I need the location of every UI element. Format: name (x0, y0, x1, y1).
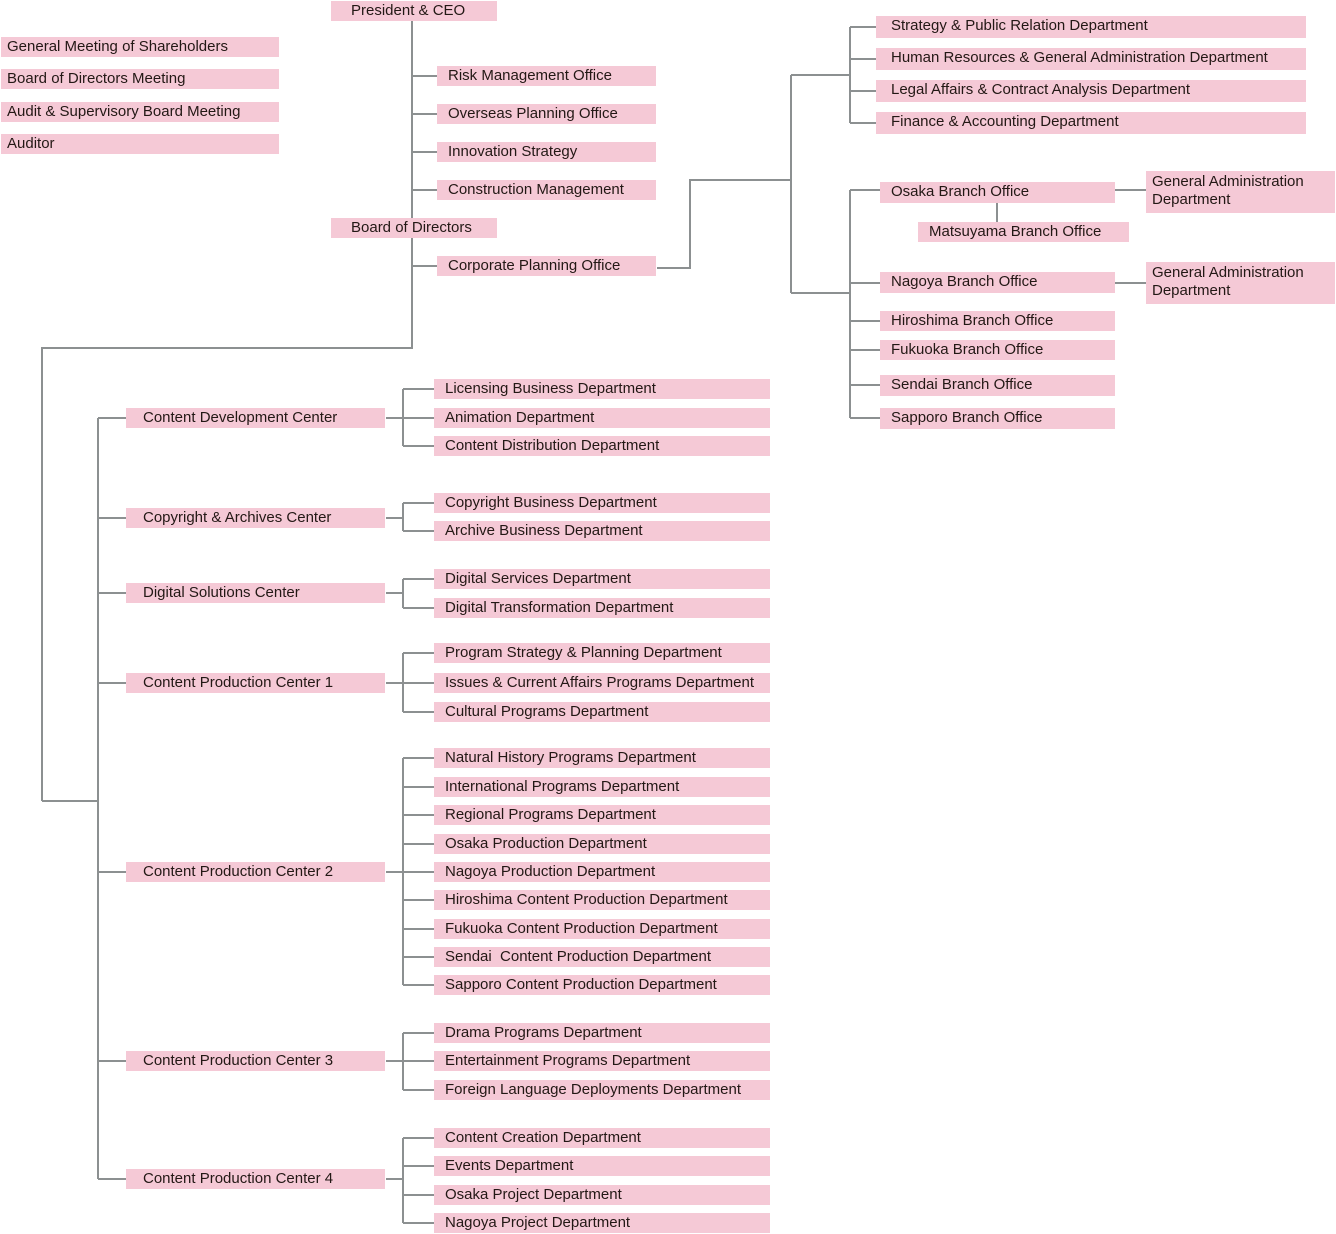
dept-digital-services: Digital Services Department (434, 569, 770, 589)
connector-center-3 (386, 579, 434, 608)
office-innovation-strategy: Innovation Strategy (437, 142, 656, 162)
connector-center-2 (386, 503, 434, 531)
dept-natural-history: Natural History Programs Department (434, 748, 770, 768)
audit-board-box: Audit & Supervisory Board Meeting (1, 102, 279, 122)
branch-sapporo: Sapporo Branch Office (880, 408, 1115, 429)
dept-fukuoka-content: Fukuoka Content Production Department (434, 919, 770, 939)
dept-nagoya-project: Nagoya Project Department (434, 1213, 770, 1233)
board-meeting-box: Board of Directors Meeting (1, 69, 279, 89)
connector-center-5 (386, 758, 434, 985)
connector-corporate-planning (657, 75, 791, 293)
dept-digital-transformation: Digital Transformation Department (434, 598, 770, 618)
dept-nagoya-production: Nagoya Production Department (434, 862, 770, 882)
center-production-3: Content Production Center 3 (126, 1051, 385, 1071)
center-content-development: Content Development Center (126, 408, 385, 428)
dept-archive-business: Archive Business Department (434, 521, 770, 541)
branch-osaka: Osaka Branch Office (880, 182, 1115, 203)
connector-branches (791, 190, 880, 418)
dept-events: Events Department (434, 1156, 770, 1176)
connector-center-7 (386, 1138, 434, 1223)
dept-entertainment: Entertainment Programs Department (434, 1051, 770, 1071)
branch-osaka-admin: General Administration Department (1146, 171, 1335, 213)
branch-nagoya: Nagoya Branch Office (880, 272, 1115, 293)
connector-center-4 (386, 653, 434, 712)
office-corporate-planning: Corporate Planning Office (437, 256, 656, 276)
dept-international: International Programs Department (434, 777, 770, 797)
connector-centers-spine (42, 418, 126, 1179)
dept-sapporo-content: Sapporo Content Production Department (434, 975, 770, 995)
branch-fukuoka: Fukuoka Branch Office (880, 340, 1115, 360)
shareholders-box: General Meeting of Shareholders (1, 37, 279, 57)
dept-strategy-pr: Strategy & Public Relation Department (876, 16, 1306, 38)
dept-finance: Finance & Accounting Department (876, 112, 1306, 134)
dept-drama: Drama Programs Department (434, 1023, 770, 1043)
dept-content-creation: Content Creation Department (434, 1128, 770, 1148)
dept-osaka-production: Osaka Production Department (434, 834, 770, 854)
dept-hiroshima-content: Hiroshima Content Production Department (434, 890, 770, 910)
connector-center-1 (386, 389, 434, 446)
dept-sendai-content: Sendai Content Production Department (434, 947, 770, 967)
dept-issues-current-affairs: Issues & Current Affairs Programs Department (434, 673, 770, 693)
branch-hiroshima: Hiroshima Branch Office (880, 311, 1115, 331)
center-copyright-archives: Copyright & Archives Center (126, 508, 385, 528)
center-production-2: Content Production Center 2 (126, 862, 385, 882)
dept-osaka-project: Osaka Project Department (434, 1185, 770, 1205)
branch-sendai: Sendai Branch Office (880, 375, 1115, 396)
connector-center-6 (386, 1033, 434, 1090)
center-digital-solutions: Digital Solutions Center (126, 583, 385, 603)
dept-animation: Animation Department (434, 408, 770, 428)
center-production-1: Content Production Center 1 (126, 673, 385, 693)
ceo-box: President & CEO (331, 1, 497, 21)
dept-program-strategy: Program Strategy & Planning Department (434, 643, 770, 663)
office-construction-management: Construction Management (437, 180, 656, 200)
office-overseas-planning: Overseas Planning Office (437, 104, 656, 124)
branch-nagoya-admin: General Administration Department (1146, 262, 1335, 304)
dept-foreign-language: Foreign Language Deployments Department (434, 1080, 770, 1100)
dept-content-distribution: Content Distribution Department (434, 436, 770, 456)
board-box: Board of Directors (331, 218, 497, 238)
branch-matsuyama: Matsuyama Branch Office (918, 222, 1129, 242)
dept-copyright-business: Copyright Business Department (434, 493, 770, 513)
dept-legal-affairs: Legal Affairs & Contract Analysis Department (876, 80, 1306, 102)
connector-corporate-departments (791, 27, 876, 123)
dept-regional: Regional Programs Department (434, 805, 770, 825)
dept-licensing: Licensing Business Department (434, 379, 770, 399)
center-production-4: Content Production Center 4 (126, 1169, 385, 1189)
auditor-box: Auditor (1, 134, 279, 154)
dept-human-resources: Human Resources & General Administration Department (876, 48, 1306, 70)
office-risk-management: Risk Management Office (437, 66, 656, 86)
dept-cultural-programs: Cultural Programs Department (434, 702, 770, 722)
